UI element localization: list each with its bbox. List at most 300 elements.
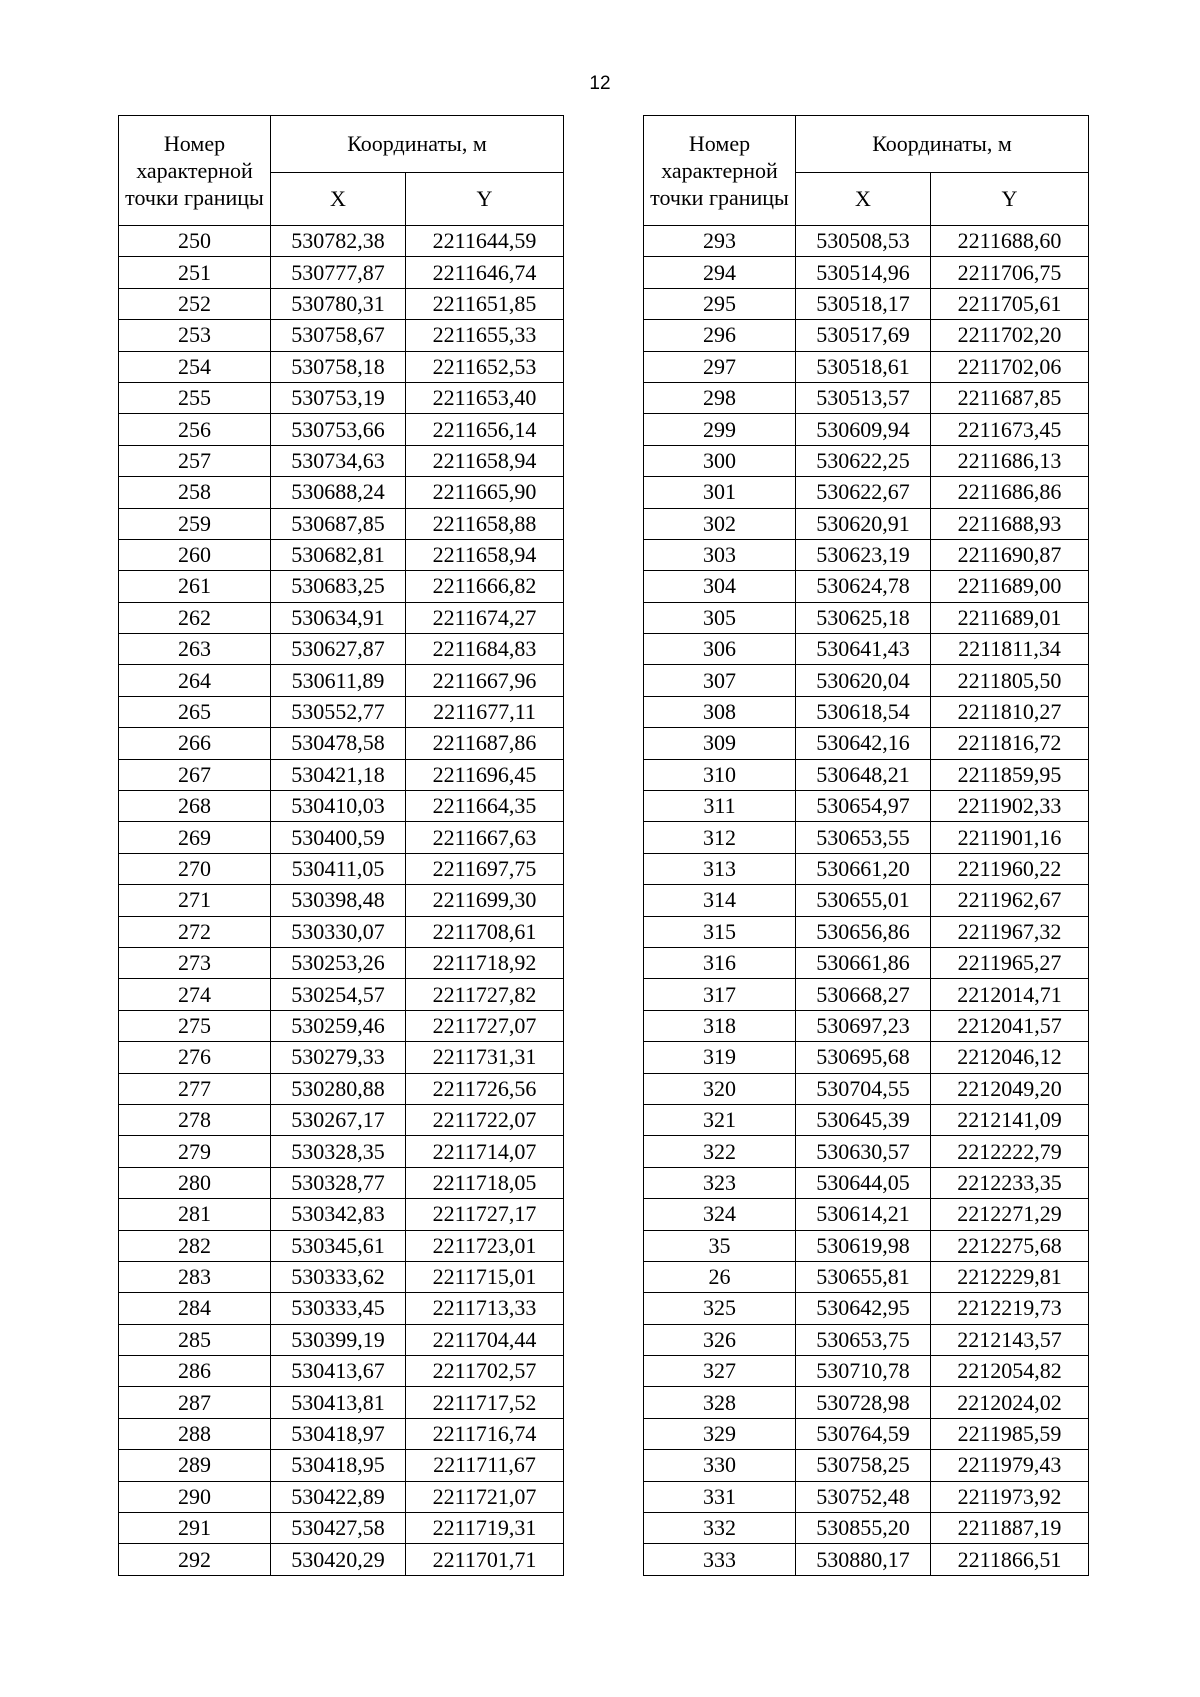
table-row [119, 1230, 564, 1261]
x-coordinate-cell: 530333,62 [271, 1261, 406, 1292]
table-row [644, 1136, 1089, 1167]
x-coordinate-cell: 530758,18 [271, 351, 406, 382]
point-number-cell: 291 [119, 1513, 271, 1544]
point-number-cell: 297 [644, 351, 796, 382]
x-coordinate-cell: 530734,63 [271, 445, 406, 476]
point-number-cell: 278 [119, 1104, 271, 1135]
x-coordinate-cell: 530418,97 [271, 1418, 406, 1449]
y-coordinate-cell: 2211718,05 [406, 1167, 564, 1198]
x-coordinate-cell: 530620,91 [796, 508, 931, 539]
y-coordinate-cell: 2212229,81 [931, 1261, 1089, 1292]
point-number-cell: 323 [644, 1167, 796, 1198]
point-number-cell: 314 [644, 885, 796, 916]
table-row [644, 822, 1089, 853]
x-coordinate-cell: 530780,31 [271, 288, 406, 319]
x-coordinate-cell: 530627,87 [271, 634, 406, 665]
point-number-cell: 298 [644, 382, 796, 413]
point-number-cell: 281 [119, 1199, 271, 1230]
table-row [644, 947, 1089, 978]
table-row [119, 853, 564, 884]
x-coordinate-cell: 530624,78 [796, 571, 931, 602]
point-number-cell: 265 [119, 696, 271, 727]
point-number-cell: 316 [644, 947, 796, 978]
y-coordinate-cell: 2211816,72 [931, 728, 1089, 759]
y-coordinate-cell: 2211658,94 [406, 445, 564, 476]
table-row [644, 791, 1089, 822]
y-coordinate-cell: 2211705,61 [931, 288, 1089, 319]
table-row [119, 539, 564, 570]
coordinates-header: Координаты, м [796, 116, 1089, 173]
point-number-cell: 325 [644, 1293, 796, 1324]
x-coordinate-cell: 530418,95 [271, 1450, 406, 1481]
point-number-cell: 279 [119, 1136, 271, 1167]
x-coordinate-cell: 530259,46 [271, 1010, 406, 1041]
x-coordinate-cell: 530623,19 [796, 539, 931, 570]
y-coordinate-cell: 2211973,92 [931, 1481, 1089, 1512]
table-row [644, 1450, 1089, 1481]
x-coordinate-cell: 530683,25 [271, 571, 406, 602]
y-coordinate-cell: 2211901,16 [931, 822, 1089, 853]
table-row [119, 257, 564, 288]
y-coordinate-cell: 2212054,82 [931, 1356, 1089, 1387]
y-coordinate-cell: 2211653,40 [406, 382, 564, 413]
point-number-cell: 293 [644, 226, 796, 257]
x-coordinate-cell: 530333,45 [271, 1293, 406, 1324]
table-row [119, 1293, 564, 1324]
x-coordinate-cell: 530630,57 [796, 1136, 931, 1167]
point-number-cell: 294 [644, 257, 796, 288]
point-number-cell: 261 [119, 571, 271, 602]
x-coordinate-cell: 530552,77 [271, 696, 406, 727]
point-number-cell: 270 [119, 853, 271, 884]
point-number-cell: 263 [119, 634, 271, 665]
x-coordinate-cell: 530654,97 [796, 791, 931, 822]
point-number-cell: 276 [119, 1042, 271, 1073]
table-row [644, 602, 1089, 633]
y-coordinate-cell: 2211665,90 [406, 477, 564, 508]
y-coordinate-cell: 2211673,45 [931, 414, 1089, 445]
y-coordinate-cell: 2211651,85 [406, 288, 564, 319]
table-row [119, 288, 564, 319]
table-row [119, 822, 564, 853]
y-coordinate-cell: 2211805,50 [931, 665, 1089, 696]
point-number-cell: 273 [119, 947, 271, 978]
x-coordinate-cell: 530614,21 [796, 1199, 931, 1230]
coordinates-table-right [643, 115, 1089, 1576]
x-header: X [796, 173, 931, 226]
y-coordinate-cell: 2211721,07 [406, 1481, 564, 1512]
y-coordinate-cell: 2211702,06 [931, 351, 1089, 382]
y-coordinate-cell: 2211644,59 [406, 226, 564, 257]
x-coordinate-cell: 530753,19 [271, 382, 406, 413]
point-number-cell: 267 [119, 759, 271, 790]
table-row [644, 1010, 1089, 1041]
table-row [119, 1544, 564, 1575]
y-coordinate-cell: 2211658,88 [406, 508, 564, 539]
point-number-cell: 303 [644, 539, 796, 570]
point-number-cell: 330 [644, 1450, 796, 1481]
table-row [644, 885, 1089, 916]
x-coordinate-cell: 530656,86 [796, 916, 931, 947]
table-row [119, 1167, 564, 1198]
x-coordinate-cell: 530518,17 [796, 288, 931, 319]
point-number-cell: 254 [119, 351, 271, 382]
table-row [644, 634, 1089, 665]
point-number-cell: 250 [119, 226, 271, 257]
y-coordinate-cell: 2211726,56 [406, 1073, 564, 1104]
y-coordinate-cell: 2211715,01 [406, 1261, 564, 1292]
y-coordinate-cell: 2212024,02 [931, 1387, 1089, 1418]
x-coordinate-cell: 530330,07 [271, 916, 406, 947]
y-coordinate-cell: 2211723,01 [406, 1230, 564, 1261]
x-coordinate-cell: 530642,95 [796, 1293, 931, 1324]
table-row [119, 1356, 564, 1387]
table-row [119, 1418, 564, 1449]
x-coordinate-cell: 530398,48 [271, 885, 406, 916]
y-coordinate-cell: 2211704,44 [406, 1324, 564, 1355]
point-number-cell: 317 [644, 979, 796, 1010]
table-row [119, 226, 564, 257]
table-row [119, 351, 564, 382]
x-coordinate-cell: 530710,78 [796, 1356, 931, 1387]
table-row [119, 1010, 564, 1041]
x-coordinate-cell: 530267,17 [271, 1104, 406, 1135]
y-coordinate-cell: 2211887,19 [931, 1513, 1089, 1544]
table-row [119, 1324, 564, 1355]
point-number-cell: 305 [644, 602, 796, 633]
x-coordinate-cell: 530782,38 [271, 226, 406, 257]
y-coordinate-cell: 2211962,67 [931, 885, 1089, 916]
x-coordinate-cell: 530413,81 [271, 1387, 406, 1418]
point-number-cell: 252 [119, 288, 271, 319]
y-coordinate-cell: 2211686,86 [931, 477, 1089, 508]
y-coordinate-cell: 2211965,27 [931, 947, 1089, 978]
y-coordinate-cell: 2211696,45 [406, 759, 564, 790]
table-row [644, 257, 1089, 288]
x-coordinate-cell: 530688,24 [271, 477, 406, 508]
table-row [644, 1167, 1089, 1198]
x-coordinate-cell: 530661,20 [796, 853, 931, 884]
table-row [119, 445, 564, 476]
x-coordinate-cell: 530420,29 [271, 1544, 406, 1575]
table-row [644, 477, 1089, 508]
x-coordinate-cell: 530644,05 [796, 1167, 931, 1198]
table-row [644, 508, 1089, 539]
point-number-cell: 251 [119, 257, 271, 288]
table-row [644, 1387, 1089, 1418]
x-coordinate-cell: 530478,58 [271, 728, 406, 759]
y-coordinate-cell: 2211727,07 [406, 1010, 564, 1041]
x-coordinate-cell: 530254,57 [271, 979, 406, 1010]
x-coordinate-cell: 530752,48 [796, 1481, 931, 1512]
x-coordinate-cell: 530421,18 [271, 759, 406, 790]
point-number-cell: 322 [644, 1136, 796, 1167]
y-coordinate-cell: 2211719,31 [406, 1513, 564, 1544]
point-number-cell: 35 [644, 1230, 796, 1261]
point-number-cell: 277 [119, 1073, 271, 1104]
point-number-header: Номер характерной точки границы [644, 116, 796, 226]
y-coordinate-cell: 2211666,82 [406, 571, 564, 602]
x-coordinate-cell: 530687,85 [271, 508, 406, 539]
y-coordinate-cell: 2211687,86 [406, 728, 564, 759]
y-coordinate-cell: 2211979,43 [931, 1450, 1089, 1481]
y-coordinate-cell: 2211687,85 [931, 382, 1089, 413]
y-coordinate-cell: 2211688,60 [931, 226, 1089, 257]
x-coordinate-cell: 530728,98 [796, 1387, 931, 1418]
table-row [119, 759, 564, 790]
x-coordinate-cell: 530618,54 [796, 696, 931, 727]
table-row [644, 853, 1089, 884]
table-row [644, 1042, 1089, 1073]
point-number-cell: 302 [644, 508, 796, 539]
y-coordinate-cell: 2211866,51 [931, 1544, 1089, 1575]
y-coordinate-cell: 2211652,53 [406, 351, 564, 382]
point-number-cell: 324 [644, 1199, 796, 1230]
y-coordinate-cell: 2212222,79 [931, 1136, 1089, 1167]
table-row [644, 1261, 1089, 1292]
page-number: 12 [589, 73, 611, 94]
table-row [644, 226, 1089, 257]
point-number-cell: 26 [644, 1261, 796, 1292]
y-coordinate-cell: 2211727,82 [406, 979, 564, 1010]
table-row [644, 1073, 1089, 1104]
table-row [644, 1230, 1089, 1261]
point-number-cell: 286 [119, 1356, 271, 1387]
point-number-cell: 289 [119, 1450, 271, 1481]
x-coordinate-cell: 530517,69 [796, 320, 931, 351]
point-number-cell: 321 [644, 1104, 796, 1135]
y-coordinate-cell: 2211688,93 [931, 508, 1089, 539]
x-coordinate-cell: 530513,57 [796, 382, 931, 413]
x-coordinate-cell: 530345,61 [271, 1230, 406, 1261]
point-number-cell: 274 [119, 979, 271, 1010]
point-number-cell: 269 [119, 822, 271, 853]
x-coordinate-cell: 530328,35 [271, 1136, 406, 1167]
y-coordinate-cell: 2211722,07 [406, 1104, 564, 1135]
x-coordinate-cell: 530508,53 [796, 226, 931, 257]
table-row [119, 1136, 564, 1167]
y-coordinate-cell: 2211667,63 [406, 822, 564, 853]
y-coordinate-cell: 2211714,07 [406, 1136, 564, 1167]
x-coordinate-cell: 530753,66 [271, 414, 406, 445]
point-number-cell: 288 [119, 1418, 271, 1449]
y-coordinate-cell: 2212275,68 [931, 1230, 1089, 1261]
point-number-cell: 284 [119, 1293, 271, 1324]
point-number-cell: 328 [644, 1387, 796, 1418]
y-coordinate-cell: 2211713,33 [406, 1293, 564, 1324]
point-number-cell: 272 [119, 916, 271, 947]
table-row [644, 320, 1089, 351]
y-coordinate-cell: 2212041,57 [931, 1010, 1089, 1041]
point-number-cell: 258 [119, 477, 271, 508]
x-coordinate-cell: 530514,96 [796, 257, 931, 288]
table-row [119, 571, 564, 602]
x-coordinate-cell: 530695,68 [796, 1042, 931, 1073]
y-coordinate-cell: 2211701,71 [406, 1544, 564, 1575]
point-number-cell: 308 [644, 696, 796, 727]
y-coordinate-cell: 2211658,94 [406, 539, 564, 570]
table-row [644, 351, 1089, 382]
y-coordinate-cell: 2211690,87 [931, 539, 1089, 570]
y-coordinate-cell: 2211718,92 [406, 947, 564, 978]
table-row [119, 477, 564, 508]
table-row [644, 539, 1089, 570]
point-number-cell: 331 [644, 1481, 796, 1512]
x-coordinate-cell: 530653,55 [796, 822, 931, 853]
y-coordinate-cell: 2211664,35 [406, 791, 564, 822]
table-row [644, 1513, 1089, 1544]
x-coordinate-cell: 530399,19 [271, 1324, 406, 1355]
y-coordinate-cell: 2211708,61 [406, 916, 564, 947]
y-coordinate-cell: 2212049,20 [931, 1073, 1089, 1104]
y-coordinate-cell: 2211655,33 [406, 320, 564, 351]
point-number-cell: 318 [644, 1010, 796, 1041]
table-row [644, 696, 1089, 727]
x-coordinate-cell: 530682,81 [271, 539, 406, 570]
table-row [644, 445, 1089, 476]
x-coordinate-cell: 530609,94 [796, 414, 931, 445]
coordinates-header: Координаты, м [271, 116, 564, 173]
x-coordinate-cell: 530641,43 [796, 634, 931, 665]
table-row [644, 288, 1089, 319]
x-coordinate-cell: 530855,20 [796, 1513, 931, 1544]
point-number-cell: 256 [119, 414, 271, 445]
table-row [644, 916, 1089, 947]
point-number-cell: 320 [644, 1073, 796, 1104]
x-coordinate-cell: 530661,86 [796, 947, 931, 978]
point-number-cell: 326 [644, 1324, 796, 1355]
y-coordinate-cell: 2211699,30 [406, 885, 564, 916]
point-number-cell: 275 [119, 1010, 271, 1041]
y-coordinate-cell: 2211902,33 [931, 791, 1089, 822]
x-coordinate-cell: 530655,01 [796, 885, 931, 916]
x-coordinate-cell: 530764,59 [796, 1418, 931, 1449]
point-number-cell: 301 [644, 477, 796, 508]
point-number-cell: 255 [119, 382, 271, 413]
y-coordinate-cell: 2211689,01 [931, 602, 1089, 633]
point-number-cell: 259 [119, 508, 271, 539]
table-row [119, 696, 564, 727]
table-row [119, 414, 564, 445]
point-number-cell: 309 [644, 728, 796, 759]
table-row [644, 1293, 1089, 1324]
point-number-header: Номер характерной точки границы [119, 116, 271, 226]
point-number-cell: 296 [644, 320, 796, 351]
table-row [119, 916, 564, 947]
table-row [119, 1073, 564, 1104]
coordinates-table-left [118, 115, 564, 1576]
table-row [644, 1199, 1089, 1230]
y-coordinate-cell: 2211717,52 [406, 1387, 564, 1418]
point-number-cell: 319 [644, 1042, 796, 1073]
y-coordinate-cell: 2212141,09 [931, 1104, 1089, 1135]
x-coordinate-cell: 530622,25 [796, 445, 931, 476]
x-coordinate-cell: 530400,59 [271, 822, 406, 853]
point-number-cell: 266 [119, 728, 271, 759]
y-coordinate-cell: 2211985,59 [931, 1418, 1089, 1449]
table-row [119, 1199, 564, 1230]
point-number-cell: 311 [644, 791, 796, 822]
point-number-cell: 260 [119, 539, 271, 570]
y-coordinate-cell: 2211706,75 [931, 257, 1089, 288]
table-row [119, 728, 564, 759]
x-coordinate-cell: 530655,81 [796, 1261, 931, 1292]
point-number-cell: 282 [119, 1230, 271, 1261]
point-number-cell: 264 [119, 665, 271, 696]
point-number-cell: 257 [119, 445, 271, 476]
point-number-cell: 329 [644, 1418, 796, 1449]
x-coordinate-cell: 530704,55 [796, 1073, 931, 1104]
point-number-cell: 283 [119, 1261, 271, 1292]
y-coordinate-cell: 2212143,57 [931, 1324, 1089, 1355]
point-number-cell: 285 [119, 1324, 271, 1355]
x-coordinate-cell: 530625,18 [796, 602, 931, 633]
point-number-cell: 300 [644, 445, 796, 476]
point-number-cell: 299 [644, 414, 796, 445]
table-row [119, 979, 564, 1010]
y-coordinate-cell: 2211697,75 [406, 853, 564, 884]
x-coordinate-cell: 530697,23 [796, 1010, 931, 1041]
table-row [119, 885, 564, 916]
y-coordinate-cell: 2211656,14 [406, 414, 564, 445]
table-row [644, 759, 1089, 790]
y-coordinate-cell: 2211859,95 [931, 759, 1089, 790]
x-coordinate-cell: 530777,87 [271, 257, 406, 288]
x-coordinate-cell: 530880,17 [796, 1544, 931, 1575]
table-row [119, 1387, 564, 1418]
y-coordinate-cell: 2212233,35 [931, 1167, 1089, 1198]
y-coordinate-cell: 2211960,22 [931, 853, 1089, 884]
y-coordinate-cell: 2211702,57 [406, 1356, 564, 1387]
table-row [119, 947, 564, 978]
y-coordinate-cell: 2211727,17 [406, 1199, 564, 1230]
y-header: Y [931, 173, 1089, 226]
x-coordinate-cell: 530645,39 [796, 1104, 931, 1135]
y-coordinate-cell: 2211731,31 [406, 1042, 564, 1073]
x-coordinate-cell: 530427,58 [271, 1513, 406, 1544]
point-number-cell: 306 [644, 634, 796, 665]
x-coordinate-cell: 530668,27 [796, 979, 931, 1010]
point-number-cell: 287 [119, 1387, 271, 1418]
y-coordinate-cell: 2211811,34 [931, 634, 1089, 665]
point-number-cell: 327 [644, 1356, 796, 1387]
point-number-cell: 312 [644, 822, 796, 853]
x-coordinate-cell: 530620,04 [796, 665, 931, 696]
y-coordinate-cell: 2211646,74 [406, 257, 564, 288]
point-number-cell: 253 [119, 320, 271, 351]
table-row [119, 508, 564, 539]
point-number-cell: 295 [644, 288, 796, 319]
x-coordinate-cell: 530253,26 [271, 947, 406, 978]
x-coordinate-cell: 530653,75 [796, 1324, 931, 1355]
table-row [119, 602, 564, 633]
table-row [119, 1513, 564, 1544]
table-row [119, 665, 564, 696]
y-coordinate-cell: 2211667,96 [406, 665, 564, 696]
table-row [119, 1450, 564, 1481]
table-row [119, 1261, 564, 1292]
x-coordinate-cell: 530648,21 [796, 759, 931, 790]
table-row [644, 728, 1089, 759]
point-number-cell: 304 [644, 571, 796, 602]
point-number-cell: 292 [119, 1544, 271, 1575]
table-row [644, 1356, 1089, 1387]
table-row [119, 791, 564, 822]
x-coordinate-cell: 530411,05 [271, 853, 406, 884]
x-coordinate-cell: 530518,61 [796, 351, 931, 382]
y-coordinate-cell: 2211967,32 [931, 916, 1089, 947]
table-row [119, 1481, 564, 1512]
